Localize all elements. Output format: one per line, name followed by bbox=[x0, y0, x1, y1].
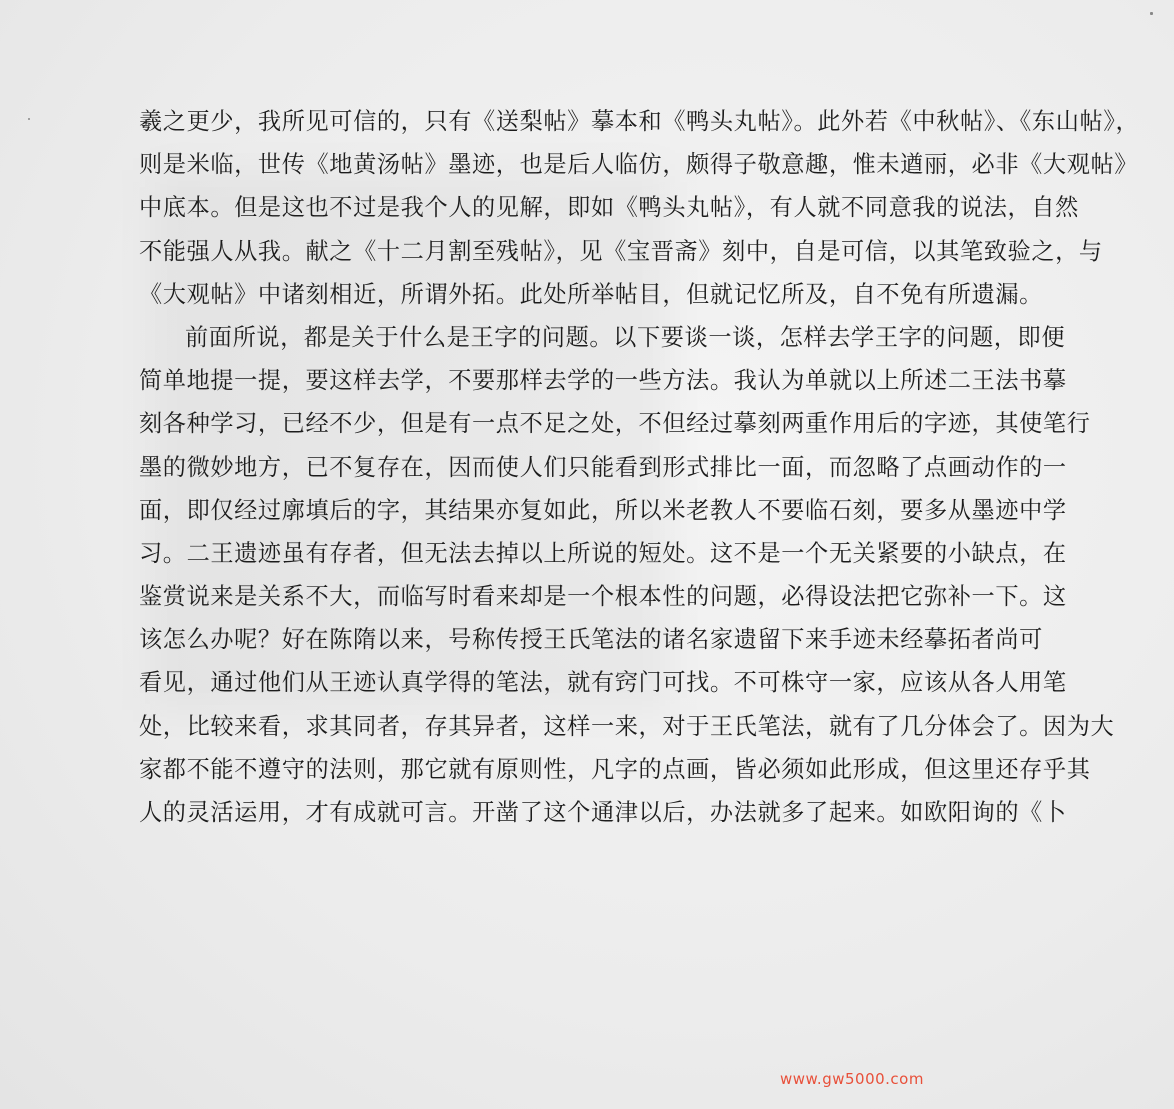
text-line: 处，比较来看，求其同者，存其异者，这样一来，对于王氏笔法，就有了几分体会了。因为大 bbox=[139, 712, 1115, 740]
text-line: 习。二王遗迹虽有存者，但无法去掉以上所说的短处。这不是一个无关紧要的小缺点，在 bbox=[139, 539, 1067, 567]
watermark-url: www.gw5000.com bbox=[780, 1070, 924, 1088]
text-line: 鉴赏说来是关系不大，而临写时看来却是一个根本性的问题，必得设法把它弥补一下。这 bbox=[139, 583, 1067, 611]
text-line: 家都不能不遵守的法则，那它就有原则性，凡字的点画，皆必须如此形成，但这里还存乎其 bbox=[139, 755, 1091, 783]
text-line: 人的灵活运用，才有成就可言。开凿了这个通津以后，办法就多了起来。如欧阳询的《卜 bbox=[139, 799, 1067, 826]
body-text bbox=[139, 100, 1139, 834]
text-line: 墨的微妙地方，已不复存在，因而使人们只能看到形式排比一面，而忽略了点画动作的一 bbox=[139, 453, 1067, 481]
text-line: 简单地提一提，要这样去学，不要那样去学的一些方法。我认为单就以上所述二王法书摹 bbox=[139, 367, 1067, 395]
text-line: 面，即仅经过廓填后的字，其结果亦复如此，所以米老教人不要临石刻，要多从墨迹中学 bbox=[139, 496, 1067, 524]
scan-speck bbox=[28, 118, 30, 120]
text-line: 《大观帖》中诸刻相近，所谓外拓。此处所举帖目，但就记忆所及，自不免有所遗漏。 bbox=[139, 280, 1043, 308]
text-line: 羲之更少，我所见可信的，只有《送梨帖》摹本和《鸭头丸帖》。此外若《中秋帖》、《东山帖》， bbox=[139, 108, 1139, 135]
text-line: 前面所说，都是关于什么是王字的问题。以下要谈一谈，怎样去学王字的问题，即便 bbox=[185, 323, 1066, 351]
text-line: 刻各种学习，已经不少，但是有一点不足之处，不但经过摹刻两重作用后的字迹，其使笔行 bbox=[139, 410, 1091, 438]
paragraph-1 bbox=[139, 100, 1139, 316]
text-line: 中底本。但是这也不过是我个人的见解，即如《鸭头丸帖》，有人就不同意我的说法，自然 bbox=[139, 194, 1079, 222]
scan-speck bbox=[1150, 12, 1153, 15]
text-line: 看见，通过他们从王迹认真学得的笔法，就有窍门可找。不可株守一家，应该从各人用笔 bbox=[139, 669, 1067, 697]
text-line: 该怎么办呢？好在陈隋以来，号称传授王氏笔法的诸名家遗留下来手迹未经摹拓者尚可 bbox=[139, 626, 1043, 654]
text-line: 不能强人从我。献之《十二月割至残帖》，见《宝晋斋》刻中，自是可信，以其笔致验之，与 bbox=[139, 237, 1103, 265]
text-line: 则是米临，世传《地黄汤帖》墨迹，也是后人临仿，颇得子敬意趣，惟未遒丽，必非《大观帖》 bbox=[139, 151, 1139, 179]
paragraph-2 bbox=[139, 316, 1139, 834]
